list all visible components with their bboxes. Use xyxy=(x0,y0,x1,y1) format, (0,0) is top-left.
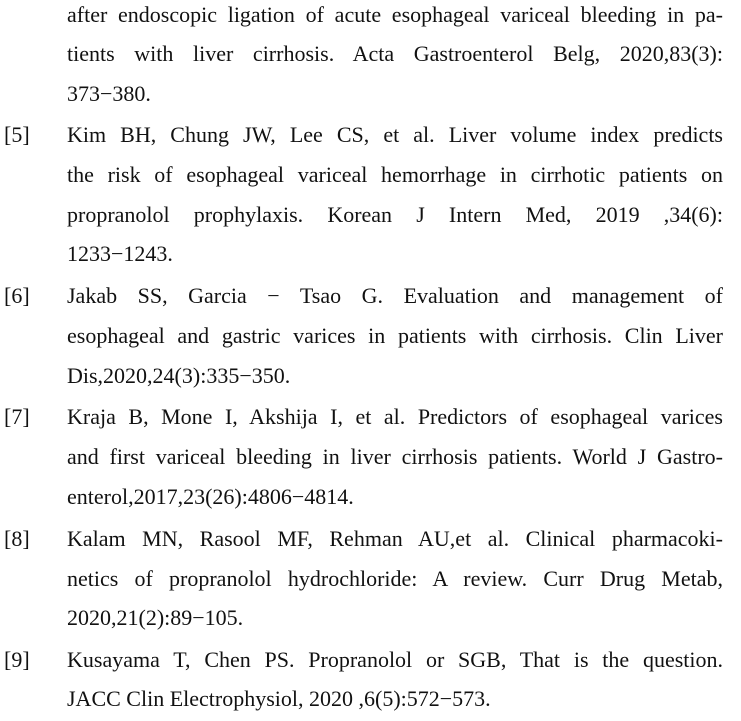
reference-line: Jakab SS, Garcia − Tsao G. Evaluation and management of xyxy=(67,283,723,308)
reference-number: [5] xyxy=(4,122,30,147)
reference-line: after endoscopic ligation of acute esophageal variceal bleeding in pa- xyxy=(67,2,723,27)
reference-line: 373−380. xyxy=(67,81,151,106)
reference-line: Dis,2020,24(3):335−350. xyxy=(67,363,291,388)
reference-number: [7] xyxy=(4,404,30,429)
reference-line: Kim BH, Chung JW, Lee CS, et al. Liver volume index predicts xyxy=(67,122,723,147)
reference-line: tients with liver cirrhosis. Acta Gastroenterol Belg, 2020,83(3): xyxy=(67,41,723,66)
reference-line: netics of propranolol hydrochloride: A review. Curr Drug Metab, xyxy=(67,566,723,591)
reference-line: propranolol prophylaxis. Korean J Intern Med, 2019 ,34(6): xyxy=(67,202,723,227)
reference-line: and first variceal bleeding in liver cirrhosis patients. World J Gastro- xyxy=(67,444,723,469)
reference-line: enterol,2017,23(26):4806−4814. xyxy=(67,484,354,509)
reference-number: [9] xyxy=(4,647,30,672)
reference-number: [8] xyxy=(4,526,30,551)
reference-line: JACC Clin Electrophysiol, 2020 ,6(5):572−573. xyxy=(67,686,491,711)
reference-line: Kraja B, Mone I, Akshija I, et al. Predictors of esophageal varices xyxy=(67,404,723,429)
reference-line: Kusayama T, Chen PS. Propranolol or SGB, That is the question. xyxy=(67,647,723,672)
reference-line: 1233−1243. xyxy=(67,241,173,266)
reference-line: the risk of esophageal variceal hemorrhage in cirrhotic patients on xyxy=(67,162,723,187)
reference-number: [6] xyxy=(4,283,30,308)
reference-line: Kalam MN, Rasool MF, Rehman AU,et al. Clinical pharmacoki- xyxy=(67,526,723,551)
reference-line: esophageal and gastric varices in patients with cirrhosis. Clin Liver xyxy=(67,323,723,348)
reference-line: 2020,21(2):89−105. xyxy=(67,605,244,630)
